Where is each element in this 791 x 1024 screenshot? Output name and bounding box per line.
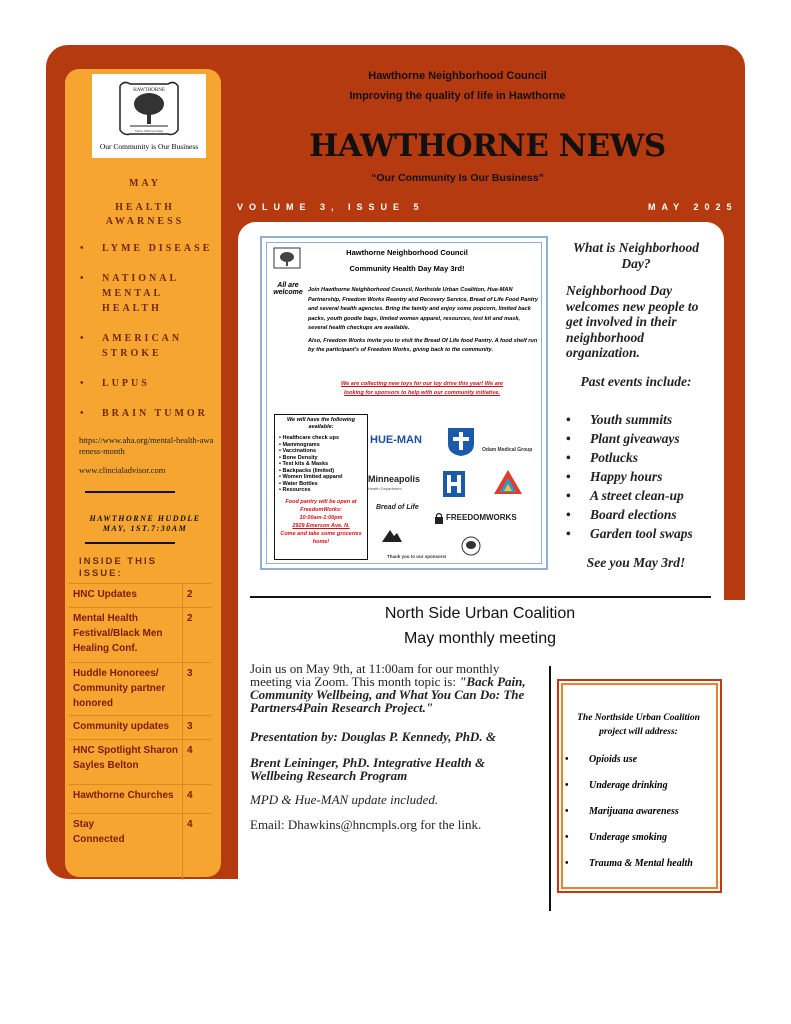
tagline: Improving the quality of life in Hawthorne [349,90,566,102]
flyer-body: Join Hawthorne Neighborhood Council, Northside Urban Coalition, Hue-MAN Partnership, Freedom Works Reentry and Recovery Service, Bread of Life Food Pantry and several health agencies. Bring the family and enjoy some popcorn, limited back packs, youth goodie bags, limited women apparel, resources, test kit and mask, several health checkups are available. Also, Freedom Works invite you to visit the Bread Of Life food Pantry. A food shelf run by the participant's of Freedom Works, giving back to the community. [308,287,538,353]
hueman-logo: HUE-MAN [370,434,422,446]
see-you-note: See you May 3rd! [586,555,686,570]
coalition-subtitle: May monthly meeting [403,630,557,647]
hospital-icon [442,470,466,498]
coalition-topics-box [557,679,722,893]
subtitle: “Our Community Is Our Business” [371,172,544,184]
list-item: • Garden tool swaps [566,524,716,543]
volume-issue: VOLUME 3, ISSUE 5 [237,202,425,212]
divider [85,542,175,544]
table-row[interactable]: Huddle Honorees/ Community partner honored 3 [69,663,211,716]
list-item: • Board elections [566,505,716,524]
list-item: • Marijuana awareness [565,805,715,818]
divider [85,491,175,493]
section-divider [250,596,711,598]
list-item: • Potlucks [566,448,716,467]
sponsor-thanks: Thank you to our sponsors! [387,554,447,559]
table-of-contents [69,583,211,880]
list-item: • LUPUS [80,378,150,389]
table-row[interactable]: HNC Spotlight Sharon Sayles Belton 4 [69,740,211,785]
meeting-intro: Join us on May 9th, at 11:00am for our monthly meeting via Zoom. This month topic is: "Back Pain, Community Wellbeing, and What You Can Do: The Partners4Pain Research Project." [250,661,526,715]
flyer-toy-drive: We are collecting new toys for our toy drive this year! We are looking for sponsors to help with our community initiative. [340,381,504,396]
logo-caption: Our Community is Our Business [99,142,199,151]
past-events-heading: Past events include: [580,374,692,389]
health-day-flyer [260,236,548,570]
list-item: • A street clean-up [566,486,716,505]
flyer-services-box: We will have the following available: • Healthcare check ups • Mammograms • Vaccinations • Bone Density • Test kits & Masks • Backpacks (limited) • Women limited apparel • Water Bottles • Resources Food pantry will be open at FreedomWorks: 10:00am-1:00pm 2929 Emerson Ave. N. Come and take some groceries home! [274,414,368,560]
freedomworks-logo: FREEDOMWORKS [446,513,517,522]
presenter-2: Brent Leininger, PhD. Integrative Health & Wellbeing Research Program [250,755,486,783]
issue-month: MAY 2025 [648,202,738,212]
logo [92,74,206,158]
list-item: • Happy hours [566,467,716,486]
coalition-box-title: The Northside Urban Coalition project will address: [577,713,700,737]
neighborhood-day-answer: Neighborhood Day welcomes new people to get involved in their neighborhood organization. [566,283,699,360]
list-item: • Youth summits [566,410,716,429]
list-item: • Underage drinking [565,779,715,792]
flyer-org: Hawthorne Neighborhood Council [346,248,468,257]
clinical-advisor-link[interactable]: www.clincialadvisor.com [79,465,166,475]
presenter-line: Presentation by: Douglas P. Kennedy, PhD. & [250,729,496,744]
table-row[interactable]: HNC Updates 2 [69,584,211,608]
minneapolis-logo: Minneapolis [368,474,421,484]
column-divider [549,666,551,911]
tree-icon [114,78,184,140]
lock-icon [434,512,444,524]
tree-icon [460,536,482,556]
update-note: MPD & Hue-MAN update included. [250,792,439,807]
list-item: • AMERICAN STROKE [80,333,183,359]
table-row[interactable]: Community updates 3 [69,716,211,740]
list-item: • NATIONAL MENTAL HEALTH [80,273,179,314]
coalition-topics-list [565,753,715,883]
neighborhood-day-question: What is Neighborhood Day? [572,240,700,271]
email-note: Email: Dhawkins@hncmpls.org for the link. [250,817,482,832]
list-item: • Trauma & Mental health [565,857,715,870]
odam-label: Odam Medical Group [482,447,533,453]
tree-icon [272,246,302,276]
sidebar-health: HEALTH [115,202,175,213]
triangle-logo-icon [492,468,524,496]
flyer-welcome: All are welcome [273,282,303,296]
sidebar-awareness: AWARNESS [105,216,185,227]
odam-logo-icon [444,424,478,458]
awareness-list [80,241,220,436]
logo-ring-text: HAWTHORNE [133,88,165,93]
flyer-event: Community Health Day May 3rd! [349,264,465,273]
aha-link[interactable]: https://www.aha.org/mental-health-awareness-month [79,435,214,456]
table-row[interactable]: Hawthorne Churches 4 [69,785,211,814]
sidebar-may: MAY [129,178,161,189]
table-row[interactable]: Stay Connected 4 [69,814,211,881]
logo-motto: We're Still Growing [135,129,163,133]
coalition-title: North Side Urban Coalition [384,605,576,622]
past-events-list [566,410,716,543]
list-item: • Underage smoking [565,831,715,844]
list-item: • Opioids use [565,753,715,766]
page-title: HAWTHORNE NEWS [309,128,666,164]
mountain-logo-icon [382,528,402,542]
list-item: • BRAIN TUMOR [80,408,208,419]
inside-heading: INSIDE THIS ISSUE: [79,556,157,579]
table-row[interactable]: Mental Health Festival/Black Men Healing Conf. 2 [69,608,211,663]
minneapolis-sub: Health Department [368,486,402,491]
huddle-announcement: HAWTHORNE HUDDLE MAY, 1ST.7:30AM [89,514,201,533]
bread-of-life-logo: Bread of Life [376,504,419,511]
list-item: • LYME DISEASE [80,243,213,254]
org-name: Hawthorne Neighborhood Council [368,70,547,82]
list-item: • Plant giveaways [566,429,716,448]
